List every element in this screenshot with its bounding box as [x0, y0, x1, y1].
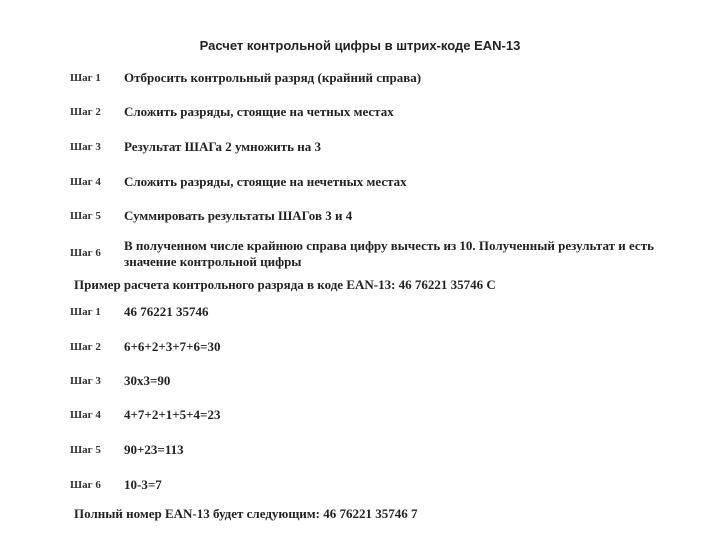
conclusion-text: Полный номер EAN-13 будет следующим: 46 76221 35746 7	[74, 506, 418, 521]
step-text: Отбросить контрольный разряд (крайний справа)	[124, 70, 422, 85]
example-step-label: Шаг 1	[70, 306, 101, 318]
step-label: Шаг 5	[70, 210, 101, 222]
example-step-label: Шаг 2	[70, 341, 101, 353]
example-step-value: 6+6+2+3+7+6=30	[124, 339, 221, 354]
example-step-value: 30x3=90	[124, 373, 171, 388]
step-text: Сложить разряды, стоящие на четных местах	[124, 104, 394, 119]
page-title: Расчет контрольной цифры в штрих-коде EAN-13	[199, 38, 521, 53]
step-label: Шаг 6	[70, 247, 101, 259]
example-step-label: Шаг 4	[70, 409, 101, 421]
step-label: Шаг 4	[70, 176, 101, 188]
example-step-value: 46 76221 35746	[124, 304, 209, 319]
step-text: Результат ШАГа 2 умножить на 3	[124, 139, 321, 154]
step-text: Сложить разряды, стоящие на нечетных местах	[124, 174, 407, 189]
example-step-value: 90+23=113	[124, 442, 184, 457]
step-label: Шаг 1	[70, 72, 101, 84]
example-step-value: 10-3=7	[124, 477, 162, 492]
example-heading: Пример расчета контрольного разряда в коде EAN-13: 46 76221 35746 C	[74, 277, 496, 292]
step-label: Шаг 2	[70, 106, 101, 118]
step-text: В полученном числе крайнюю справа цифру вычесть из 10. Полученный результат и есть значение контрольной цифры	[124, 238, 654, 269]
step-label: Шаг 3	[70, 141, 101, 153]
example-step-label: Шаг 3	[70, 375, 101, 387]
example-step-label: Шаг 5	[70, 444, 101, 456]
example-step-label: Шаг 6	[70, 479, 101, 491]
step-text: Суммировать результаты ШАГов 3 и 4	[124, 208, 353, 223]
example-step-value: 4+7+2+1+5+4=23	[124, 407, 221, 422]
